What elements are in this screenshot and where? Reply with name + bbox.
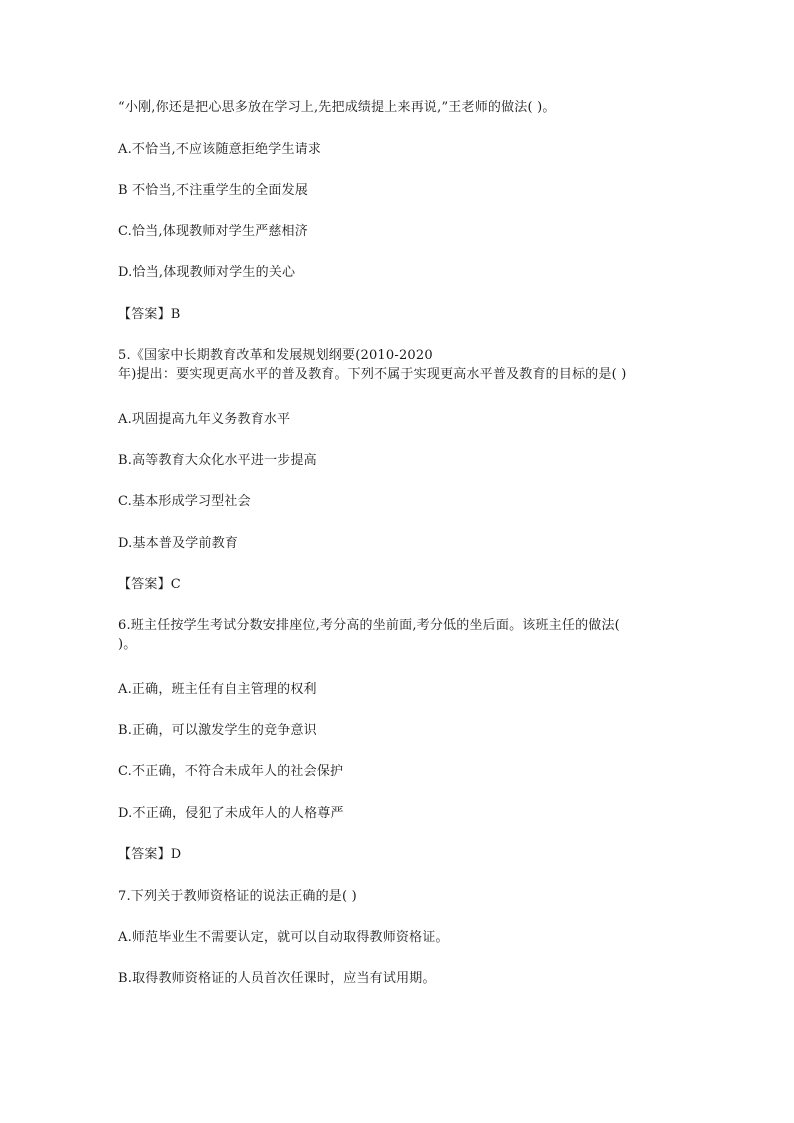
question-5-stem-line-1: 5.《国家中长期教育改革和发展规划纲要(2010-2020 <box>118 348 433 363</box>
question-5-stem-line-2: 年)提出：要实现更高水平的普及教育。下列不属于实现更高水平普及教育的目标的是( ) <box>118 367 627 382</box>
question-5-option-a: A.巩固提高九年义务教育水平 <box>118 412 291 427</box>
question-5-option-d: D.基本普及学前教育 <box>118 536 239 551</box>
question-4-option-b: B 不恰当,不注重学生的全面发展 <box>118 183 309 198</box>
question-7-option-b: B.取得教师资格证的人员首次任课时，应当有试用期。 <box>118 971 436 986</box>
question-7-option-a: A.师范毕业生不需要认定，就可以自动取得教师资格证。 <box>118 930 449 945</box>
question-4-option-a: A.不恰当,不应该随意拒绝学生请求 <box>118 142 322 157</box>
question-4-option-d: D.恰当,体现教师对学生的关心 <box>118 265 296 280</box>
question-6-option-b: B.正确，可以激发学生的竞争意识 <box>118 723 317 738</box>
question-7-stem: 7.下列关于教师资格证的说法正确的是( ) <box>118 889 357 904</box>
question-4-answer: 【答案】B <box>118 307 181 322</box>
question-6-option-a: A.正确，班主任有自主管理的权利 <box>118 682 317 697</box>
question-6-answer: 【答案】D <box>118 847 182 862</box>
question-6-stem-line-2: )。 <box>118 637 137 652</box>
question-6-option-c: C.不正确，不符合未成年人的社会保护 <box>118 764 344 779</box>
question-6-stem-line-1: 6.班主任按学生考试分数安排座位,考分高的坐前面,考分低的坐后面。该班主任的做法( <box>118 618 620 633</box>
question-4-stem: “小刚,你还是把心思多放在学习上,先把成绩提上来再说,”王老师的做法( )。 <box>118 100 556 115</box>
question-4-option-c: C.恰当,体现教师对学生严慈相济 <box>118 224 308 239</box>
question-5-option-c: C.基本形成学习型社会 <box>118 494 251 509</box>
question-5-option-b: B.高等教育大众化水平进一步提高 <box>118 453 317 468</box>
question-6-option-d: D.不正确，侵犯了未成年人的人格尊严 <box>118 806 344 821</box>
question-5-answer: 【答案】C <box>118 577 181 592</box>
